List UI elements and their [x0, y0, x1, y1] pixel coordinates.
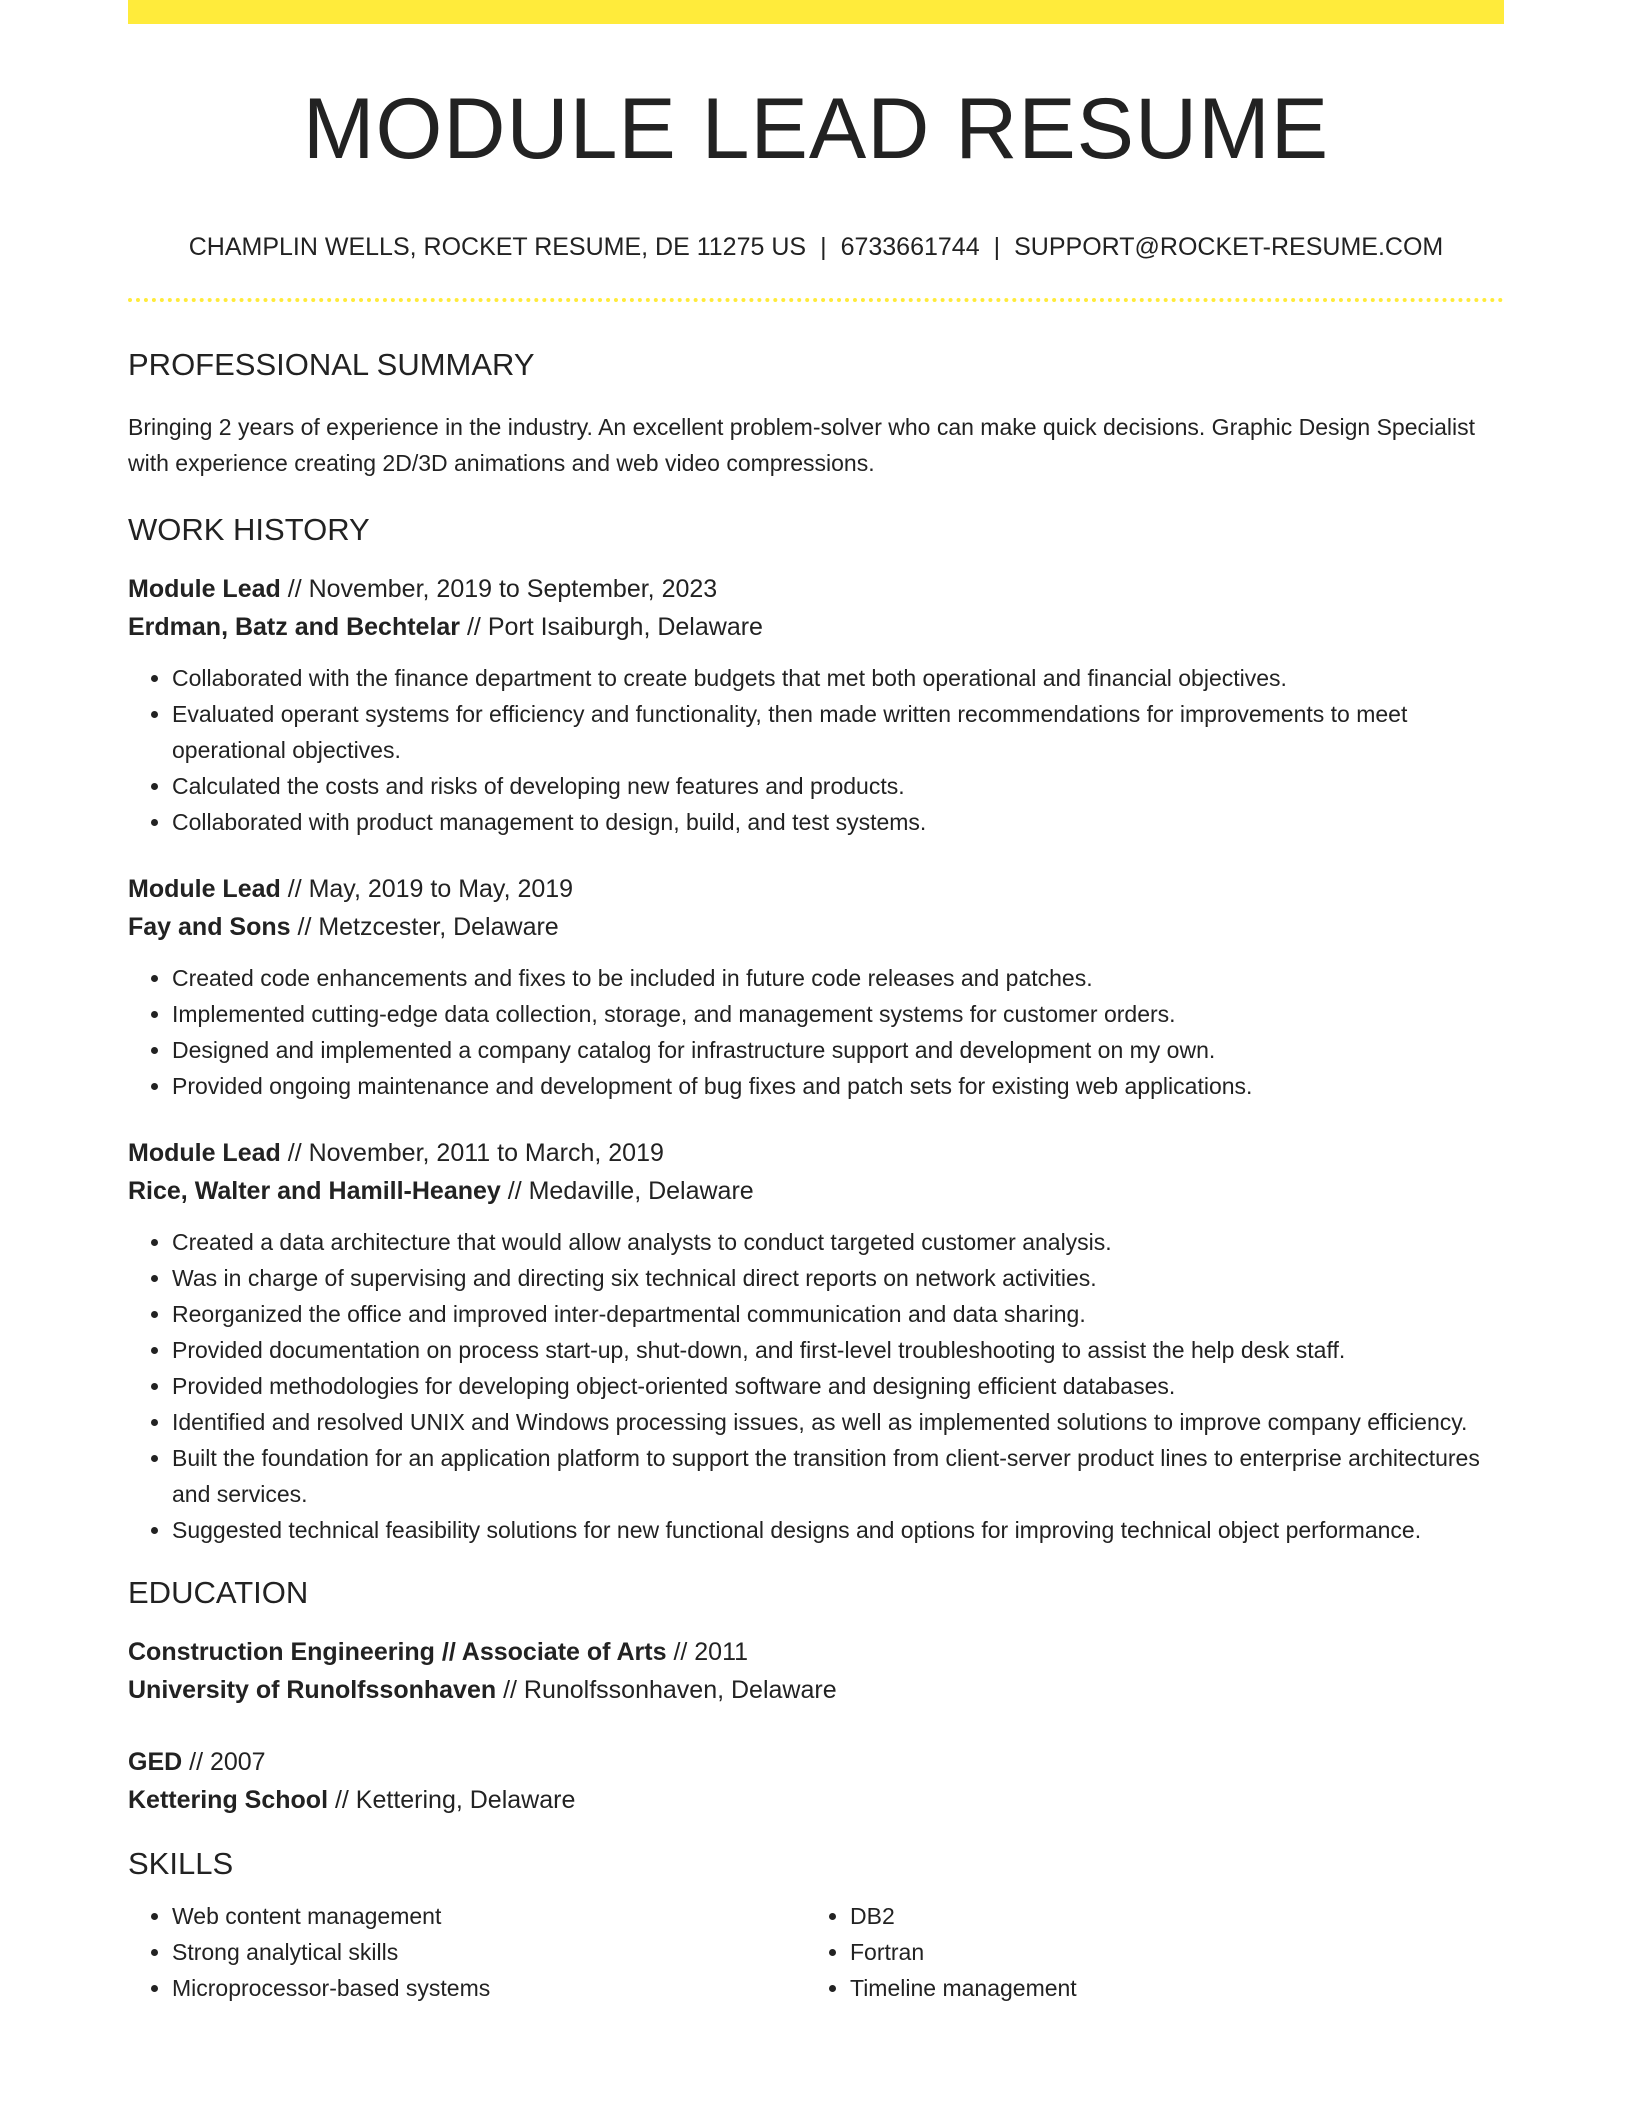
job-title: Module Lead: [128, 874, 281, 903]
contact-address: CHAMPLIN WELLS, ROCKET RESUME, DE 11275 US: [188, 232, 807, 261]
job-bullet: • Was in charge of supervising and directing six technical direct reports on network activities.: [172, 1260, 1504, 1296]
job-bullet: • Built the foundation for an application platform to support the transition from client-server product lines to enterprise architectures and services.: [172, 1440, 1504, 1512]
education-degree: Construction Engineering // Associate of Arts: [128, 1638, 667, 1667]
job-company: Erdman, Batz and Bechtelar: [128, 612, 461, 641]
job-company: Fay and Sons: [128, 912, 291, 941]
job-bullet: • Provided documentation on process start-up, shut-down, and first-level troubleshooting to assist the help desk staff.: [172, 1332, 1504, 1368]
job-location: // Metzcester, Delaware: [290, 912, 559, 941]
contact-separator: |: [820, 232, 827, 261]
resume-title: MODULE LEAD RESUME: [302, 81, 1330, 177]
skills-columns: [128, 1898, 1504, 2006]
education-location: // Kettering, Delaware: [328, 1786, 576, 1815]
job-bullet: • Created a data architecture that would allow analysts to conduct targeted customer analysis.: [172, 1224, 1504, 1260]
job-bullet: • Collaborated with product management to design, build, and test systems.: [172, 804, 1504, 840]
skill-item: • DB2: [850, 1898, 1484, 1934]
job-title-line: [128, 1134, 1504, 1172]
education-school: Kettering School: [128, 1786, 329, 1815]
contact-email: SUPPORT@ROCKET-RESUME.COM: [1014, 232, 1444, 261]
job-bullet-list: [128, 660, 1504, 840]
summary-text: Bringing 2 years of experience in the industry. An excellent problem-solver who can make quick decisions. Graphic Design Specialist with experience creating 2D/3D animations and web video compressions.: [128, 413, 1476, 476]
job-bullet: • Collaborated with the finance department to create budgets that met both operational and financial objectives.: [172, 660, 1504, 696]
education-school: University of Runolfssonhaven: [128, 1676, 497, 1705]
job-entry: [128, 870, 1504, 1104]
job-company-line: [128, 1172, 1504, 1210]
top-accent-bar: [128, 0, 1504, 24]
job-company-line: [128, 608, 1504, 646]
job-title: Module Lead: [128, 1138, 281, 1167]
job-dates: // November, 2019 to September, 2023: [280, 574, 718, 603]
job-entry: [128, 570, 1504, 840]
job-bullet: • Implemented cutting-edge data collection, storage, and management systems for customer orders.: [172, 996, 1504, 1032]
section-heading-education: EDUCATION: [128, 1574, 309, 1610]
job-bullet: • Provided ongoing maintenance and development of bug fixes and patch sets for existing web applications.: [172, 1068, 1504, 1104]
skills-list-right: [806, 1898, 1484, 2006]
education-entry: [128, 1743, 1504, 1819]
job-bullet-list: [128, 960, 1504, 1104]
education-entry: [128, 1633, 1504, 1709]
job-bullet: • Created code enhancements and fixes to be included in future code releases and patches.: [172, 960, 1504, 996]
job-bullet: • Reorganized the office and improved inter-departmental communication and data sharing.: [172, 1296, 1504, 1332]
job-bullet: • Provided methodologies for developing object-oriented software and designing efficient databases.: [172, 1368, 1504, 1404]
job-location: // Port Isaiburgh, Delaware: [460, 612, 763, 641]
job-location: // Medaville, Delaware: [500, 1176, 754, 1205]
education-year: // 2007: [182, 1748, 266, 1777]
skill-item: • Timeline management: [850, 1970, 1484, 2006]
contact-separator: |: [993, 232, 1001, 261]
job-dates: // May, 2019 to May, 2019: [280, 874, 574, 903]
skill-item: • Microprocessor-based systems: [172, 1970, 806, 2006]
skill-item: • Strong analytical skills: [172, 1934, 806, 1970]
skill-item: • Fortran: [850, 1934, 1484, 1970]
education-degree-line: [128, 1633, 1504, 1671]
section-heading-work-history: WORK HISTORY: [128, 511, 370, 547]
job-bullet-list: [128, 1224, 1504, 1548]
dotted-divider: [128, 298, 1504, 302]
education-school-line: [128, 1781, 1504, 1819]
resume-content: [128, 24, 1504, 2006]
education-year: // 2011: [666, 1638, 749, 1667]
education-location: // Runolfssonhaven, Delaware: [496, 1676, 837, 1705]
job-company: Rice, Walter and Hamill-Heaney: [128, 1176, 501, 1205]
education-degree: GED: [128, 1748, 183, 1777]
job-bullet: • Calculated the costs and risks of developing new features and products.: [172, 768, 1504, 804]
job-bullet: • Designed and implemented a company catalog for infrastructure support and development on my own.: [172, 1032, 1504, 1068]
section-heading-summary: PROFESSIONAL SUMMARY: [128, 346, 535, 382]
job-entry: [128, 1134, 1504, 1548]
contact-phone: 6733661744: [840, 232, 980, 261]
job-title-line: [128, 870, 1504, 908]
job-bullet: • Evaluated operant systems for efficiency and functionality, then made written recommendations for improvements to meet operational objectives.: [172, 696, 1504, 768]
education-degree-line: [128, 1743, 1504, 1781]
job-bullet: • Identified and resolved UNIX and Windows processing issues, as well as implemented solutions to improve company efficiency.: [172, 1404, 1504, 1440]
contact-line: [128, 232, 1504, 262]
job-company-line: [128, 908, 1504, 946]
section-heading-skills: SKILLS: [128, 1846, 234, 1882]
education-school-line: [128, 1671, 1504, 1709]
job-dates: // November, 2011 to March, 2019: [280, 1138, 664, 1167]
job-title-line: [128, 570, 1504, 608]
skill-item: • Web content management: [172, 1898, 806, 1934]
skills-list-left: [128, 1898, 806, 2006]
job-title: Module Lead: [128, 574, 281, 603]
job-bullet: • Suggested technical feasibility solutions for new functional designs and options for improving technical object performance.: [172, 1512, 1504, 1548]
